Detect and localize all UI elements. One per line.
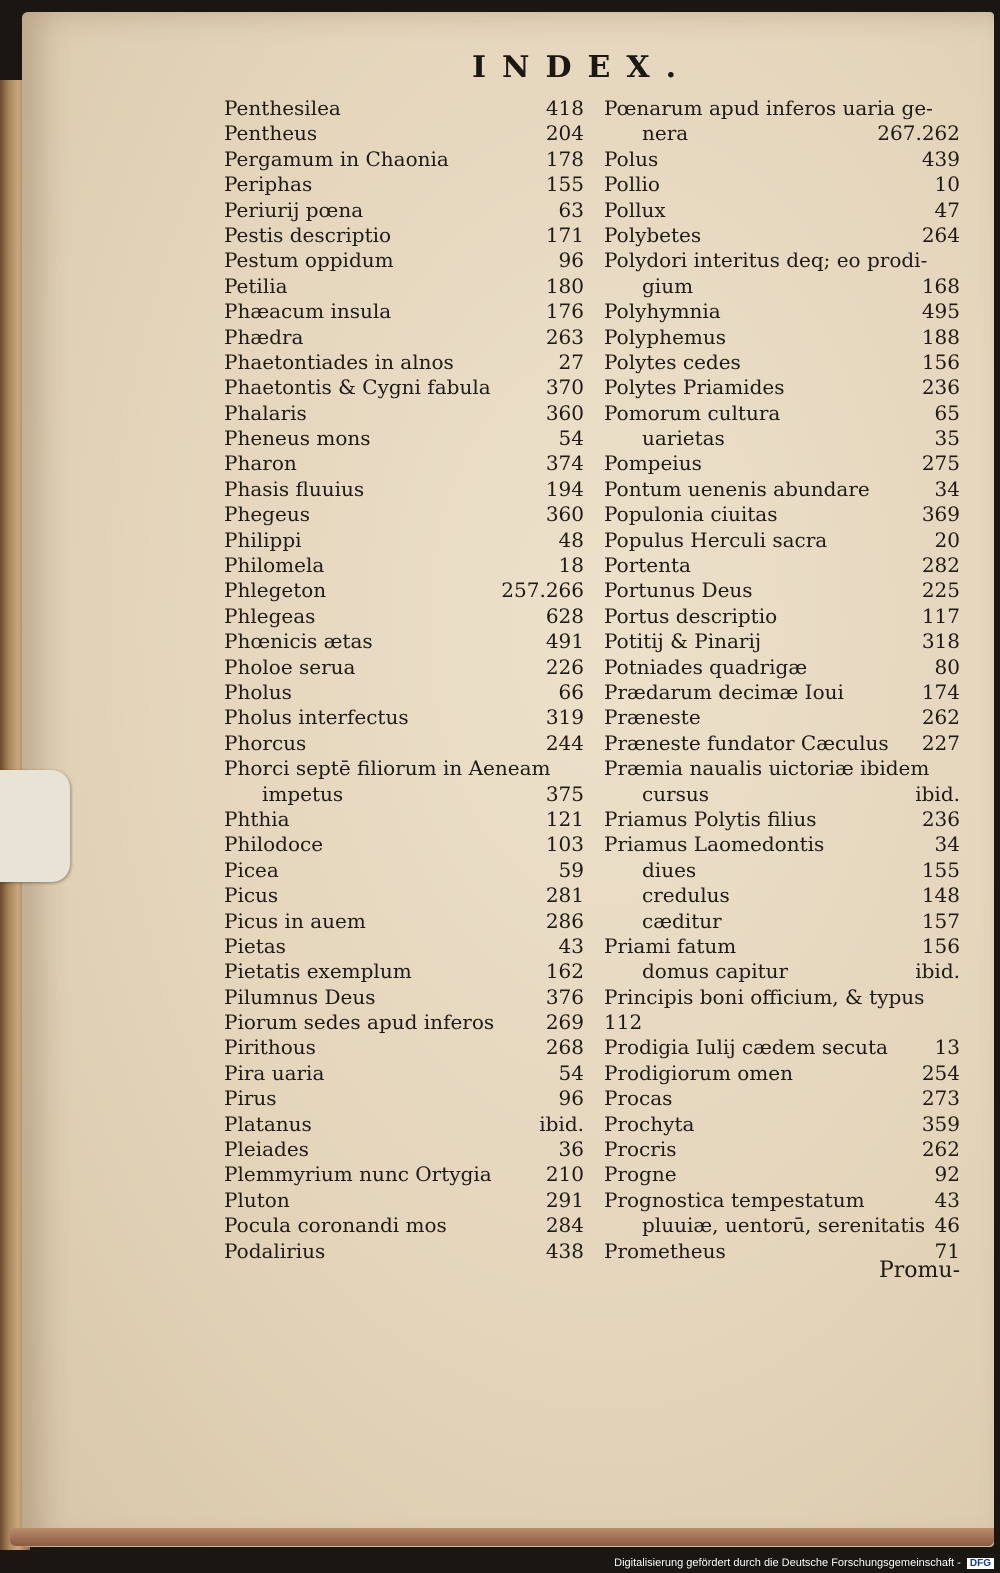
index-term: Pietas: [224, 933, 286, 958]
index-page-ref: 360: [545, 502, 584, 527]
index-page-ref: 273: [921, 1086, 960, 1111]
index-page-ref: 36: [558, 1137, 584, 1162]
index-term: Periurij pœna: [224, 197, 364, 222]
index-term: Pleiades: [224, 1137, 309, 1162]
index-entry: [224, 909, 584, 934]
index-term: credulus: [642, 883, 730, 908]
index-term: impetus: [262, 781, 344, 806]
index-term: Podalirius: [224, 1238, 326, 1263]
index-term: Philippi: [224, 527, 302, 552]
index-term: Phœnicis ætas: [224, 629, 373, 654]
index-entry: [224, 451, 584, 476]
index-page-ref: 48: [558, 527, 584, 552]
index-page-ref: 46: [934, 1213, 960, 1238]
index-term: Phalaris: [224, 400, 307, 425]
index-entry: [224, 1137, 584, 1162]
index-term: Pestis descriptio: [224, 222, 392, 247]
index-entry: [224, 96, 584, 121]
index-page-ref: 63: [558, 197, 584, 222]
index-term: Prometheus: [604, 1238, 726, 1263]
index-entry: [224, 172, 584, 197]
index-term: Priami fatum: [604, 933, 737, 958]
index-page-ref: 369: [921, 502, 960, 527]
index-entry: [224, 350, 584, 375]
index-page-ref: 275: [921, 451, 960, 476]
index-page-ref: 628: [545, 603, 584, 628]
index-page-ref: 282: [921, 553, 960, 578]
index-term: Prodigiorum omen: [604, 1060, 793, 1085]
index-page-ref: 155: [921, 857, 960, 882]
index-entry: [224, 883, 584, 908]
index-term: Pergamum in Chaonia: [224, 146, 449, 171]
index-page-ref: 18: [558, 553, 584, 578]
index-entry: [604, 299, 960, 324]
index-term: Philomela: [224, 553, 325, 578]
index-entry: [224, 731, 584, 756]
index-term: Platanus: [224, 1111, 312, 1136]
index-term: Pollux: [604, 197, 666, 222]
index-entry: [224, 477, 584, 502]
index-page-ref: 359: [921, 1111, 960, 1136]
index-term: Populonia ciuitas: [604, 502, 778, 527]
index-term: Prodigia Iulij cædem secuta: [604, 1035, 888, 1060]
index-entry: [604, 248, 960, 273]
index-page-ref: 376: [545, 984, 584, 1009]
index-term: Præmia naualis uictoriæ ibidem: [604, 756, 930, 781]
footer-text: Digitalisierung gefördert durch die Deutsche Forschungsgemeinschaft -: [614, 1557, 961, 1569]
index-term: Pluton: [224, 1187, 290, 1212]
index-entry: [604, 1112, 960, 1137]
index-term: Phthia: [224, 806, 290, 831]
index-term: Præneste fundator Cæculus: [604, 730, 889, 755]
index-term: Priamus Laomedontis: [604, 832, 825, 857]
index-entry: [604, 553, 960, 578]
index-term: Pilumnus Deus: [224, 984, 376, 1009]
index-page-ref: 156: [921, 933, 960, 958]
index-entry: [224, 1086, 584, 1111]
index-page-ref: 178: [545, 146, 584, 171]
index-entry: [224, 223, 584, 248]
index-entry: [604, 782, 960, 807]
index-page-ref: 318: [921, 629, 960, 654]
index-page-ref: 257.266: [501, 578, 584, 603]
index-term: Polus: [604, 146, 659, 171]
index-term: Portenta: [604, 553, 691, 578]
index-entry: [604, 121, 960, 146]
index-entry: [604, 1035, 960, 1060]
index-entry: [224, 1061, 584, 1086]
index-entry: [224, 782, 584, 807]
digitization-footer: [614, 1557, 994, 1569]
index-term: Pollio: [604, 172, 660, 197]
index-page-ref: 284: [545, 1213, 584, 1238]
index-term: Pietatis exemplum: [224, 959, 412, 984]
index-page-ref: 96: [558, 1086, 584, 1111]
index-column-left: [224, 96, 584, 1264]
index-page-ref: 210: [545, 1162, 584, 1187]
index-entry: [604, 1162, 960, 1187]
index-term: Philodoce: [224, 832, 324, 857]
index-entry: [224, 832, 584, 857]
index-term: Piorum sedes apud inferos: [224, 1010, 495, 1035]
index-entry: [224, 426, 584, 451]
index-page-ref: 27: [558, 349, 584, 374]
index-term: Polydori interitus deq; eo prodi-: [604, 248, 928, 273]
index-page-ref: 439: [921, 146, 960, 171]
bookmark-clip: [0, 770, 70, 882]
index-term: diues: [642, 857, 697, 882]
index-term: Principis boni officium, & typus: [604, 984, 925, 1009]
index-page-ref: 54: [558, 1060, 584, 1085]
index-entry: [604, 426, 960, 451]
index-entry: [604, 731, 960, 756]
index-entry: [604, 1010, 960, 1035]
index-entry: [224, 1035, 584, 1060]
index-term: uarietas: [642, 426, 725, 451]
index-term: cæditur: [642, 908, 722, 933]
index-term: Portunus Deus: [604, 578, 753, 603]
index-page-ref: 262: [921, 705, 960, 730]
index-term: Pomorum cultura: [604, 400, 781, 425]
index-page-ref: 204: [545, 121, 584, 146]
index-page-ref: 176: [545, 299, 584, 324]
index-term: Plemmyrium nunc Ortygia: [224, 1162, 492, 1187]
index-page-ref: 375: [545, 781, 584, 806]
index-page-ref: 194: [545, 476, 584, 501]
index-page-ref: 20: [934, 527, 960, 552]
index-page-ref: 244: [545, 730, 584, 755]
index-entry: [224, 375, 584, 400]
index-entry: [604, 1213, 960, 1238]
index-page-ref: 268: [545, 1035, 584, 1060]
index-entry: [224, 959, 584, 984]
index-entry: [604, 274, 960, 299]
index-entry: [224, 528, 584, 553]
index-entry: [224, 1162, 584, 1187]
index-term: Picus in auem: [224, 908, 366, 933]
index-entry: [604, 1061, 960, 1086]
index-term: Procas: [604, 1086, 673, 1111]
index-page-ref: 495: [921, 299, 960, 324]
index-page-ref: 225: [921, 578, 960, 603]
index-page-ref: 65: [934, 400, 960, 425]
index-page-ref: 121: [545, 806, 584, 831]
index-entry: [604, 375, 960, 400]
index-term: Pontum uenenis abundare: [604, 476, 870, 501]
index-term: Pharon: [224, 451, 297, 476]
index-entry: [604, 705, 960, 730]
index-page-ref: 236: [921, 806, 960, 831]
index-entry: [604, 655, 960, 680]
index-page-ref: 148: [921, 883, 960, 908]
index-term: domus capitur: [642, 959, 789, 984]
index-entry: [224, 1239, 584, 1264]
index-entry: [604, 451, 960, 476]
index-entry: [224, 325, 584, 350]
index-page-ref: 162: [545, 959, 584, 984]
index-page-ref: 254: [921, 1060, 960, 1085]
index-term: Pœnarum apud inferos uaria ge-: [604, 96, 933, 120]
index-term: Pheneus mons: [224, 426, 371, 451]
index-entry: [604, 1137, 960, 1162]
index-page-ref: 66: [558, 679, 584, 704]
index-page-ref: ibid.: [539, 1111, 584, 1136]
index-term: Polybetes: [604, 222, 702, 247]
index-entry: [604, 96, 960, 121]
index-entry: [224, 604, 584, 629]
index-term: Picea: [224, 857, 279, 882]
index-term: Populus Herculi sacra: [604, 527, 828, 552]
index-page-ref: 156: [921, 349, 960, 374]
index-entry: [604, 934, 960, 959]
index-term: gium: [642, 273, 694, 298]
index-page-ref: 92: [934, 1162, 960, 1187]
index-page-ref: 264: [921, 222, 960, 247]
index-entry: [224, 553, 584, 578]
index-term: 112: [604, 1010, 643, 1035]
index-page-ref: 47: [934, 197, 960, 222]
index-entry: [604, 604, 960, 629]
index-term: Petilia: [224, 273, 288, 298]
index-entry: [224, 274, 584, 299]
index-entry: [224, 1112, 584, 1137]
index-term: Phorcus: [224, 730, 307, 755]
index-entry: [604, 198, 960, 223]
index-term: Periphas: [224, 172, 313, 197]
index-page-ref: 71: [934, 1238, 960, 1263]
index-entry: [224, 934, 584, 959]
index-page-ref: 34: [934, 832, 960, 857]
index-term: Penthesilea: [224, 96, 341, 120]
index-entry: [224, 756, 584, 781]
index-column-right: [604, 96, 960, 1264]
index-page-ref: 236: [921, 375, 960, 400]
index-term: Progne: [604, 1162, 677, 1187]
index-term: Pompeius: [604, 451, 702, 476]
index-page-ref: 96: [558, 248, 584, 273]
index-term: Pholoe serua: [224, 654, 356, 679]
index-entry: [604, 578, 960, 603]
index-term: Præneste: [604, 705, 701, 730]
index-page-ref: ibid.: [915, 781, 960, 806]
index-page-ref: 491: [545, 629, 584, 654]
index-term: Pirithous: [224, 1035, 316, 1060]
index-entry: [224, 1188, 584, 1213]
index-page-ref: 263: [545, 324, 584, 349]
index-term: Prognostica tempestatum: [604, 1187, 865, 1212]
index-page-ref: 267.262: [877, 121, 960, 146]
index-entry: [604, 985, 960, 1010]
index-entry: [224, 680, 584, 705]
index-entry: [604, 909, 960, 934]
index-page-ref: 174: [921, 679, 960, 704]
index-entry: [224, 655, 584, 680]
index-entry: [224, 299, 584, 324]
index-term: nera: [642, 121, 689, 146]
index-entry: [224, 807, 584, 832]
index-entry: [604, 477, 960, 502]
index-term: Phorci septē filiorum in Aeneam: [224, 756, 551, 781]
index-entry: [224, 1010, 584, 1035]
index-entry: [224, 248, 584, 273]
index-page-ref: 291: [545, 1187, 584, 1212]
index-entry: [224, 401, 584, 426]
index-page-ref: 13: [934, 1035, 960, 1060]
index-page-ref: 34: [934, 476, 960, 501]
index-page-ref: 286: [545, 908, 584, 933]
index-page-ref: 319: [545, 705, 584, 730]
index-term: Phæacum insula: [224, 299, 392, 324]
index-term: Prochyta: [604, 1111, 695, 1136]
index-page-ref: 180: [545, 273, 584, 298]
page-title: INDEX.: [472, 50, 693, 85]
index-term: Phaetontis & Cygni fabula: [224, 375, 491, 400]
index-entry: [224, 858, 584, 883]
index-page-ref: 269: [545, 1010, 584, 1035]
index-page-ref: 418: [545, 96, 584, 120]
index-term: Pholus: [224, 679, 292, 704]
index-term: Pocula coronandi mos: [224, 1213, 447, 1238]
catchword: Promu-: [878, 1258, 960, 1283]
index-entry: [604, 528, 960, 553]
index-term: Phasis fluuius: [224, 476, 365, 501]
index-term: Phaetontiades in alnos: [224, 349, 454, 374]
index-entry: [604, 680, 960, 705]
index-page-ref: 226: [545, 654, 584, 679]
index-term: Pestum oppidum: [224, 248, 394, 273]
index-page-ref: 43: [558, 933, 584, 958]
index-entry: [604, 858, 960, 883]
index-entry: [604, 325, 960, 350]
index-term: pluuiæ, uentorū, serenitatis: [642, 1213, 926, 1238]
index-term: Phlegeas: [224, 603, 316, 628]
index-page-ref: 227: [921, 730, 960, 755]
page-bottom-edge: [10, 1528, 994, 1546]
index-page-ref: 54: [558, 426, 584, 451]
index-term: Prædarum decimæ Ioui: [604, 679, 844, 704]
index-term: Polytes cedes: [604, 349, 741, 374]
index-entry: [604, 401, 960, 426]
index-term: Priamus Polytis filius: [604, 806, 817, 831]
index-page-ref: 281: [545, 883, 584, 908]
index-term: Pentheus: [224, 121, 318, 146]
index-term: Polyphemus: [604, 324, 727, 349]
index-entry: [224, 705, 584, 730]
index-page-ref: 370: [545, 375, 584, 400]
index-term: Procris: [604, 1137, 677, 1162]
index-entry: [604, 1188, 960, 1213]
index-page-ref: 35: [934, 426, 960, 451]
index-page-ref: ibid.: [915, 959, 960, 984]
index-entry: [604, 147, 960, 172]
index-entry: [604, 807, 960, 832]
index-entry: [604, 350, 960, 375]
index-entry: [604, 1086, 960, 1111]
index-page-ref: 188: [921, 324, 960, 349]
index-page-ref: 374: [545, 451, 584, 476]
index-term: Phlegeton: [224, 578, 327, 603]
index-entry: [604, 959, 960, 984]
index-term: Pirus: [224, 1086, 277, 1111]
dfg-logo: DFG: [967, 1558, 994, 1569]
index-page-ref: 43: [934, 1187, 960, 1212]
index-term: Potniades quadrigæ: [604, 654, 808, 679]
index-entry: [224, 121, 584, 146]
index-page-ref: 438: [545, 1238, 584, 1263]
index-entry: [224, 578, 584, 603]
index-term: Polyhymnia: [604, 299, 721, 324]
index-entry: [604, 756, 960, 781]
index-term: Pholus interfectus: [224, 705, 409, 730]
index-entry: [604, 629, 960, 654]
index-page-ref: 157: [921, 908, 960, 933]
index-entry: [224, 502, 584, 527]
index-page-ref: 262: [921, 1137, 960, 1162]
index-entry: [604, 223, 960, 248]
index-entry: [224, 1213, 584, 1238]
index-term: Potitij & Pinarij: [604, 629, 762, 654]
index-term: Portus descriptio: [604, 603, 778, 628]
index-page-ref: 360: [545, 400, 584, 425]
index-entry: [604, 883, 960, 908]
index-page-ref: 59: [558, 857, 584, 882]
index-page-ref: 103: [545, 832, 584, 857]
index-entry: [224, 198, 584, 223]
index-term: cursus: [642, 781, 710, 806]
index-term: Phædra: [224, 324, 304, 349]
index-page-ref: 155: [545, 172, 584, 197]
index-entry: [604, 172, 960, 197]
index-entry: [604, 502, 960, 527]
index-page-ref: 168: [921, 273, 960, 298]
index-term: Phegeus: [224, 502, 310, 527]
index-term: Polytes Priamides: [604, 375, 785, 400]
index-entry: [224, 147, 584, 172]
index-entry: [604, 832, 960, 857]
index-page-ref: 80: [934, 654, 960, 679]
index-page-ref: 171: [545, 222, 584, 247]
index-term: Picus: [224, 883, 279, 908]
index-entry: [224, 629, 584, 654]
index-term: Pira uaria: [224, 1060, 325, 1085]
index-page-ref: 117: [921, 603, 960, 628]
index-page-ref: 10: [934, 172, 960, 197]
index-entry: [224, 985, 584, 1010]
